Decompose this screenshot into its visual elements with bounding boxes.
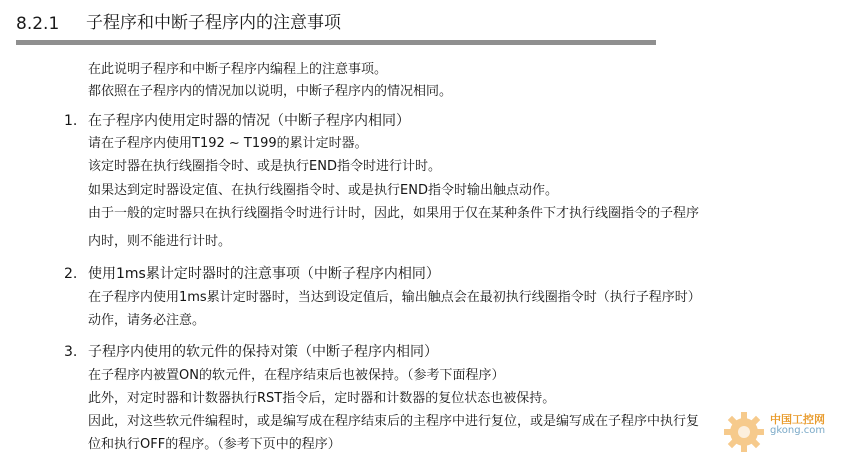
item-line: 动作，请务必注意。: [88, 313, 206, 328]
intro-line: 都依照在子程序内的情况加以说明，中断子程序内的情况相同。: [88, 84, 453, 99]
item-line: 如果达到定时器设定值、在执行线圈指令时、或是执行END指令时输出触点动作。: [88, 183, 558, 198]
item-line: 请在子程序内使用T192 ~ T199的累计定时器。: [88, 136, 368, 151]
item-line: 位和执行OFF的程序。（参考下页中的程序）: [88, 437, 341, 452]
item-number: 3.: [64, 344, 78, 360]
item-number: 2.: [64, 266, 78, 282]
gkong-watermark: [718, 400, 841, 465]
item-title: 子程序内使用的软元件的保持对策（中断子程序内相同）: [88, 344, 438, 360]
item-line: 在子程序内使用1ms累计定时器时，当达到设定值后，输出触点会在最初执行线圈指令时（执行子程序时）: [88, 290, 701, 305]
item-line: 因此，对这些软元件编程时，或是编写成在程序结束后的主程序中进行复位，或是编写成在子程序中执行复: [88, 414, 700, 429]
item-line: 在子程序内被置ON的软元件，在程序结束后也被保持。（参考下面程序）: [88, 368, 505, 383]
section-header: [0, 0, 841, 50]
watermark-url: gkong.com: [770, 425, 826, 436]
item-line: 该定时器在执行线圈指令时、或是执行END指令时进行计时。: [88, 159, 441, 174]
section-title: 子程序和中断子程序内的注意事项: [86, 13, 341, 33]
intro-line: 在此说明子程序和中断子程序内编程上的注意事项。: [88, 62, 388, 77]
gear-icon: [718, 402, 768, 462]
item-number: 1.: [64, 113, 78, 129]
item-title: 在子程序内使用定时器的情况（中断子程序内相同）: [88, 113, 410, 129]
watermark-label: 中国工控网: [770, 413, 825, 426]
section-number: 8.2.1: [16, 14, 60, 34]
item-line: 由于一般的定时器只在执行线圈指令时进行计时，因此，如果用于仅在某种条件下才执行线圈指令的子程序: [88, 206, 700, 221]
header-rule: [16, 40, 656, 45]
item-line: 此外，对定时器和计数器执行RST指令后，定时器和计数器的复位状态也被保持。: [88, 391, 556, 406]
item-line: 内时，则不能进行计时。: [88, 234, 232, 249]
item-title: 使用1ms累计定时器时的注意事项（中断子程序内相同）: [88, 266, 440, 282]
